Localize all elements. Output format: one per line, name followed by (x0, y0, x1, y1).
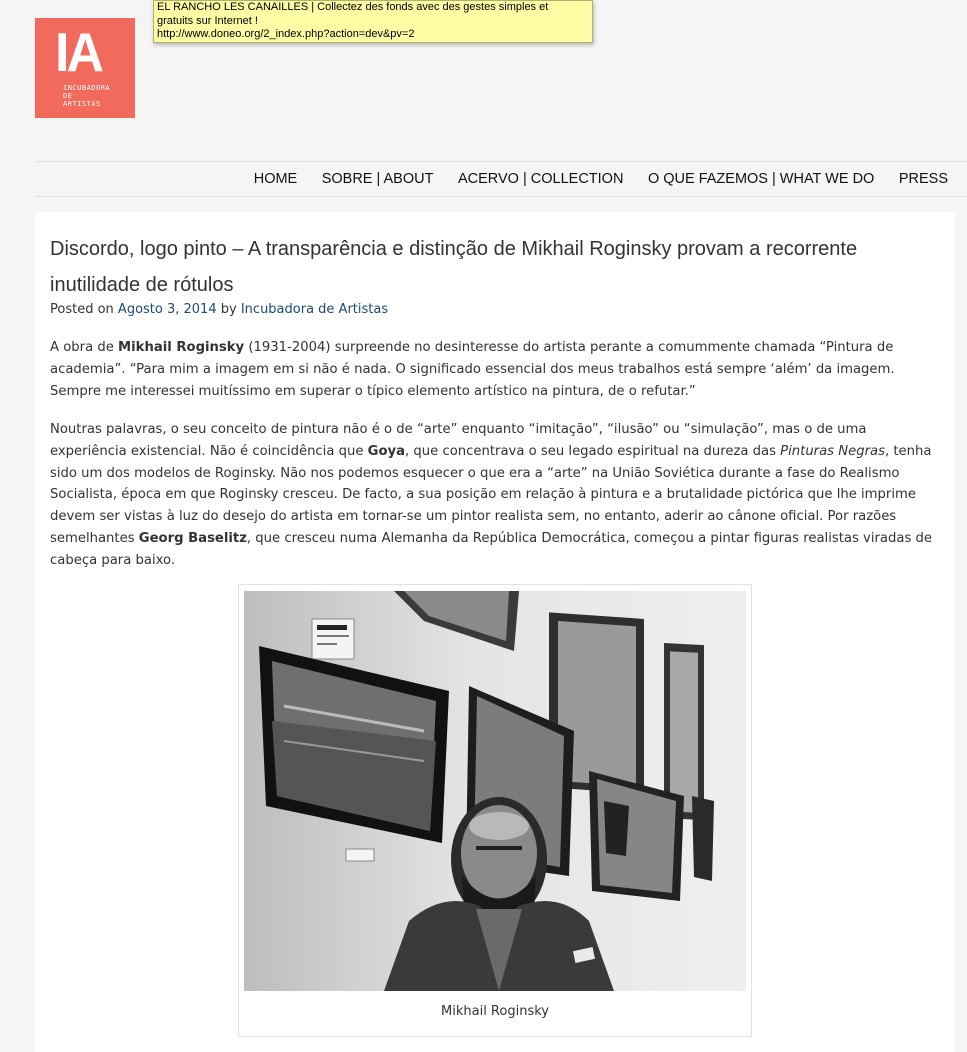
artist-photo[interactable] (244, 591, 746, 991)
baselitz-name: Georg Baselitz (138, 530, 247, 546)
paragraph-2: Noutras palavras, o seu conceito de pintura não é o de “arte” enquanto “imitação”, “ilusão” ou “simulação”, mas o de uma experiência existencial. Não é coincidência que Goya, que concentrava o seu legado espiritual na dureza das Pinturas Negras, tenha sido um dos modelos de Roginsky. Não nos podemos esquecer o que era a “arte” na União Soviética durante a fase do Realismo Socialista, época em que Roginsky cresceu. De facto, a sua posição em relação à pintura e a brutalidade pictórica que lhe imprime devem ser vistas à luz do desejo do artista em tornar-se um pintor realista sem, no entanto, aderir ao cânone oficial. Por razões semelhantes Georg Baselitz, que cresceu numa Alemanha da República Democrática, começou a pintar figuras realistas viradas de cabeça para baixo. (50, 422, 933, 568)
site-logo[interactable] (35, 18, 135, 118)
main-nav (229, 162, 967, 196)
nav-item-home[interactable]: HOME (253, 171, 298, 187)
logo-subtitle: INCUBADORA DE ARTISTAS (63, 84, 111, 108)
posted-on-label: Posted on (50, 302, 114, 317)
nav-item-collection[interactable]: ACERVO | COLLECTION (457, 171, 624, 187)
nav-divider-bottom (35, 196, 967, 197)
tooltip-line: EL RANCHO LES CANAILLES | Collectez des fonds avec des gestes simples et (157, 1, 549, 13)
post-meta (50, 302, 388, 317)
author-link[interactable]: Incubadora de Artistas (240, 302, 389, 317)
tooltip-line: gratuits sur Internet ! (157, 14, 258, 27)
nav-item-press[interactable]: PRESS (898, 171, 948, 187)
pinturas-negras: Pinturas Negras (780, 443, 885, 459)
by-label: by (220, 302, 237, 317)
tooltip-url: http://www.doneo.org/2_index.php?action=dev&pv=2 (157, 28, 415, 40)
photo-caption: Mikhail Roginsky (441, 1004, 549, 1019)
paragraph-1: A obra de Mikhail Roginsky (1931-2004) surpreende no desinteresse do artista perante a comummente chamada “Pintura de academia”. “Para mim a imagem em si não é nada. O significado essencial dos meus trabalhos está sempre ‘além’ da imagem. Sempre me interessei muitíssimo em superar o típico elemento artístico na pintura, de o refutar.” (50, 340, 895, 399)
post-date-link[interactable]: Agosto 3, 2014 (117, 302, 217, 317)
article-title[interactable]: Discordo, logo pinto – A transparência e distinção de Mikhail Roginsky provam a recorrente inutilidade de rótulos (50, 238, 858, 296)
photo-illustration (244, 591, 746, 991)
tooltip (153, 0, 593, 43)
artist-name: Mikhail Roginsky (118, 340, 245, 355)
article (35, 212, 955, 1052)
goya-name: Goya (367, 443, 406, 459)
photo-figure (238, 584, 752, 1037)
nav-item-what-we-do[interactable]: O QUE FAZEMOS | WHAT WE DO (647, 171, 875, 187)
nav-item-about[interactable]: SOBRE | ABOUT (321, 171, 434, 187)
logo-mark: IA (55, 22, 101, 84)
